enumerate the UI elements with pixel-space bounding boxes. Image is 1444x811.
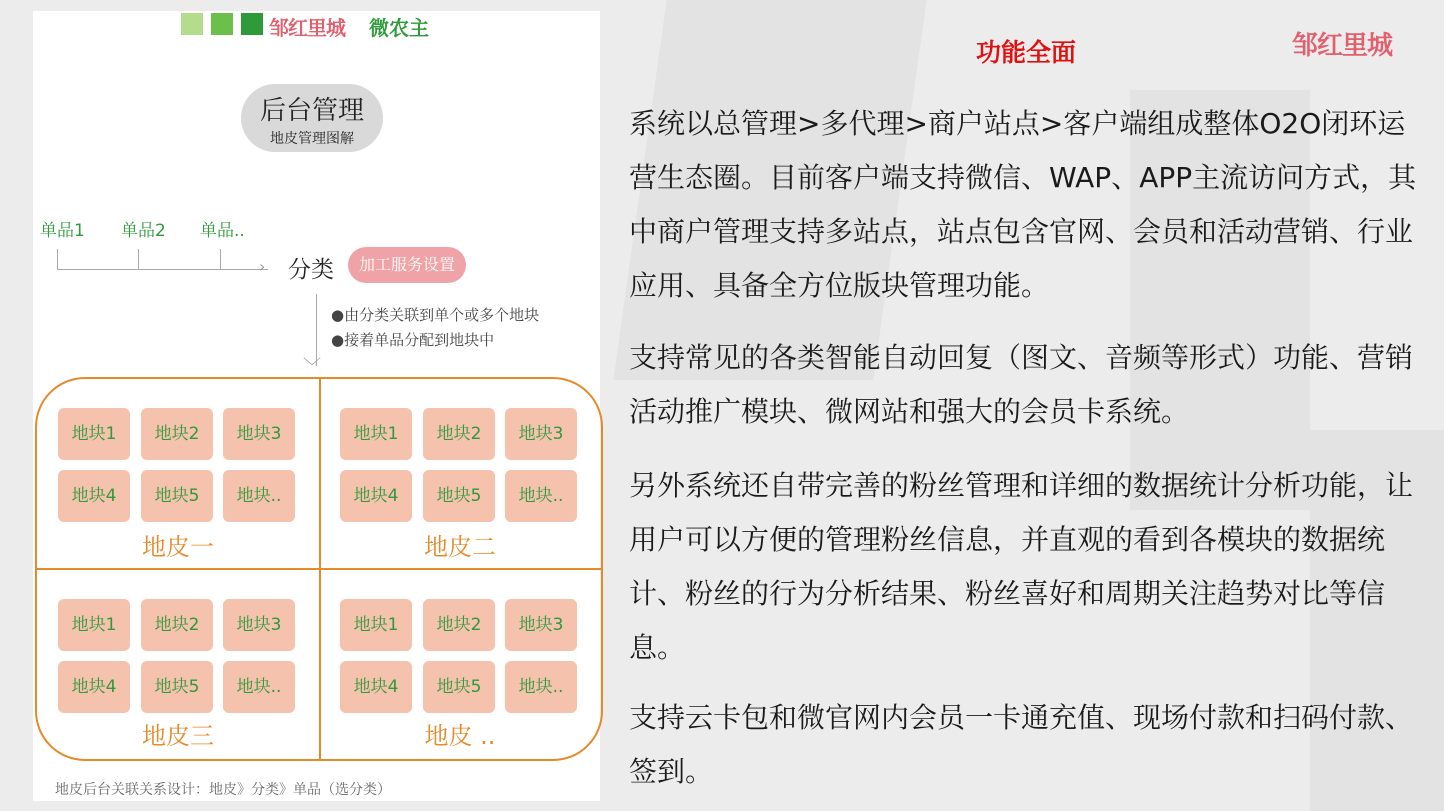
land-tile: 地块4 (58, 470, 130, 522)
land-tile: 地块4 (58, 661, 130, 713)
feature-paragraph: 另外系统还自带完善的粉丝管理和详细的数据统计分析功能，让用户可以方便的管理粉丝信息，并直观的看到各模块的数据统计、粉丝的行为分析结果、粉丝喜好和周期关注趋势对比等信息。 (629, 469, 1414, 664)
land-tile: 地块2 (141, 599, 213, 651)
land-grid (35, 377, 603, 761)
land-tile: 地块1 (58, 408, 130, 460)
note-text: ●由分类关联到单个或多个地块 (331, 306, 540, 324)
land-quadrant (319, 379, 601, 567)
land-tile: 地块.. (505, 470, 577, 522)
feature-paragraph: 系统以总管理>多代理>商户站点>客户端组成整体O2O闭环运营生态圈。目前客户端支持微信、WAP、APP主流访问方式，其中商户管理支持多站点，站点包含官网、会员和活动营销、行业应用、具备全方位版块管理功能。 (629, 107, 1417, 302)
land-tile: 地块4 (340, 661, 412, 713)
land-tile: 地块2 (141, 408, 213, 460)
land-tile: 地块5 (141, 470, 213, 522)
feature-paragraph: 支持云卡包和微官网内会员一卡通充值、现场付款和扫码付款、签到。 (629, 701, 1414, 788)
land-tile: 地块3 (223, 408, 295, 460)
category-label: 分类 (288, 257, 334, 283)
feature-paragraph: 支持常见的各类智能自动回复（图文、音频等形式）功能、营销活动推广模块、微网站和强大的会员卡系统。 (629, 341, 1414, 428)
product-label: 单品2 (121, 221, 166, 241)
land-tile: 地块1 (340, 408, 412, 460)
land-quadrant (319, 570, 601, 758)
land-quadrant-label: 地皮三 (142, 722, 214, 750)
land-tile: 地块.. (505, 661, 577, 713)
flow-tick (220, 249, 221, 269)
diagram-title-pill (241, 84, 383, 152)
land-tile: 地块1 (58, 599, 130, 651)
land-quadrant-label: 地皮二 (424, 533, 496, 561)
arrow-down-icon: ﹀ (303, 357, 321, 378)
product-label: 单品.. (200, 221, 245, 241)
land-tile: 地块5 (423, 661, 495, 713)
product-label: 单品1 (40, 221, 85, 241)
land-tile: 地块2 (423, 599, 495, 651)
arrow-right-icon: › (259, 257, 266, 276)
logo-square-dark (241, 13, 263, 35)
land-tile: 地块.. (223, 470, 295, 522)
diagram-panel (33, 11, 600, 801)
land-tile: 地块3 (223, 599, 295, 651)
logo-square-light (181, 13, 203, 35)
land-quadrant (37, 379, 319, 567)
land-tile: 地块5 (141, 661, 213, 713)
service-badge: 加工服务设置 (348, 247, 466, 283)
brand-logo: 邹红里城 (1292, 31, 1393, 61)
brand-logo: 邹红里城 (269, 16, 345, 40)
land-tile: 地块2 (423, 408, 495, 460)
logo-square-mid (211, 13, 233, 35)
note-text: ●接着单品分配到地块中 (331, 331, 495, 349)
land-tile: 地块3 (505, 599, 577, 651)
land-quadrant-label: 地皮 .. (424, 722, 496, 750)
diagram-subtitle: 地皮管理图解 (270, 131, 354, 147)
land-quadrant-label: 地皮一 (142, 533, 214, 561)
land-tile: 地块1 (340, 599, 412, 651)
flow-tick (138, 249, 139, 269)
land-tile: 地块5 (423, 470, 495, 522)
brand-logo-sub: 微农主 (369, 16, 429, 40)
land-tile: 地块4 (340, 470, 412, 522)
section-title: 功能全面 (975, 38, 1076, 67)
land-quadrant (37, 570, 319, 758)
diagram-title: 后台管理 (259, 96, 364, 126)
land-tile: 地块3 (505, 408, 577, 460)
flow-line (57, 249, 268, 270)
diagram-caption: 地皮后台关联关系设计：地皮》分类》单品（选分类） (55, 782, 391, 798)
land-tile: 地块.. (223, 661, 295, 713)
